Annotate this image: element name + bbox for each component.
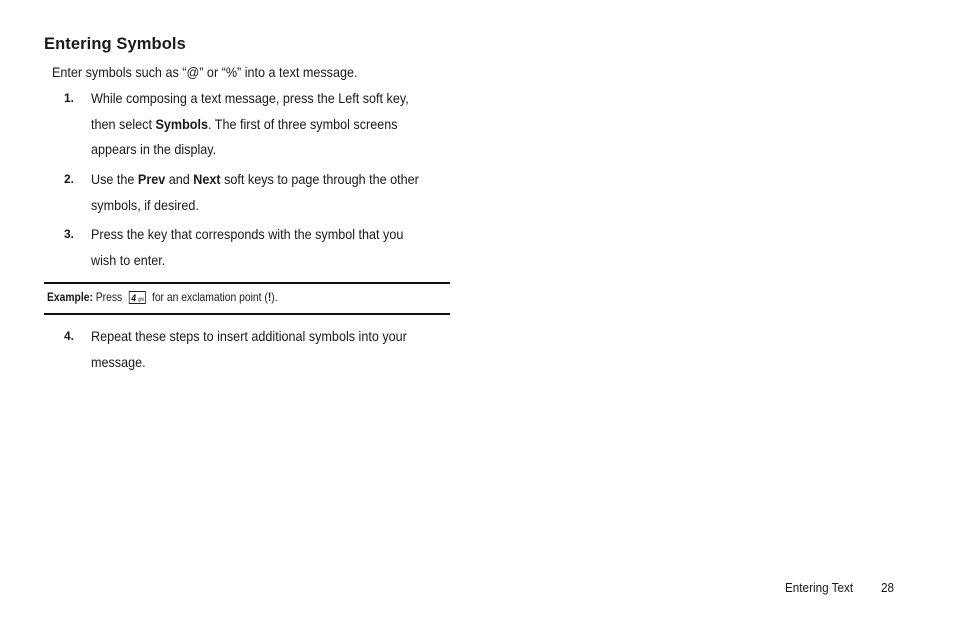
step-line: Press the key that corresponds with the symbol that you — [91, 226, 404, 242]
example-label: Example: — [47, 290, 93, 304]
step-line: While composing a text message, press the Left soft key, — [91, 90, 409, 106]
step-line: Repeat these steps to insert additional symbols into your — [91, 328, 407, 344]
step-line: symbols, if desired. — [91, 196, 199, 213]
step-line: wish to enter. — [91, 251, 166, 268]
key-4-ghi-icon — [128, 291, 145, 304]
step-line: Use the Prev and Next soft keys to page through the other — [91, 171, 419, 187]
example-bottom-rule — [44, 313, 450, 315]
step-number: 4. — [64, 329, 75, 343]
step-number: 3. — [64, 227, 75, 241]
prev-key-term: Prev — [137, 171, 166, 187]
svg-text:ghi: ghi — [137, 296, 144, 303]
exclamation-symbol: ! — [267, 290, 272, 304]
step-number: 1. — [64, 91, 75, 105]
page-number: 28 — [881, 580, 895, 595]
section-heading: Entering Symbols — [44, 35, 186, 53]
step-text — [91, 222, 451, 273]
intro-paragraph: Enter symbols such as “@” or “%” into a text message. — [52, 64, 358, 80]
step-text — [91, 167, 451, 218]
step-number: 2. — [64, 172, 75, 186]
symbols-menu-term: Symbols — [155, 115, 208, 132]
step-line: then select Symbols. The first of three symbol screens — [91, 115, 398, 132]
step-text — [91, 86, 451, 163]
footer-section-title: Entering Text — [785, 580, 854, 595]
next-key-term: Next — [193, 171, 221, 187]
step-line: appears in the display. — [91, 141, 217, 157]
step-line: message. — [91, 353, 146, 370]
step-text — [91, 324, 451, 375]
svg-text:4: 4 — [131, 292, 136, 304]
example-note: Example: Press 4 ghi for an exclamation point (!). — [47, 290, 278, 304]
example-top-rule — [44, 282, 450, 284]
